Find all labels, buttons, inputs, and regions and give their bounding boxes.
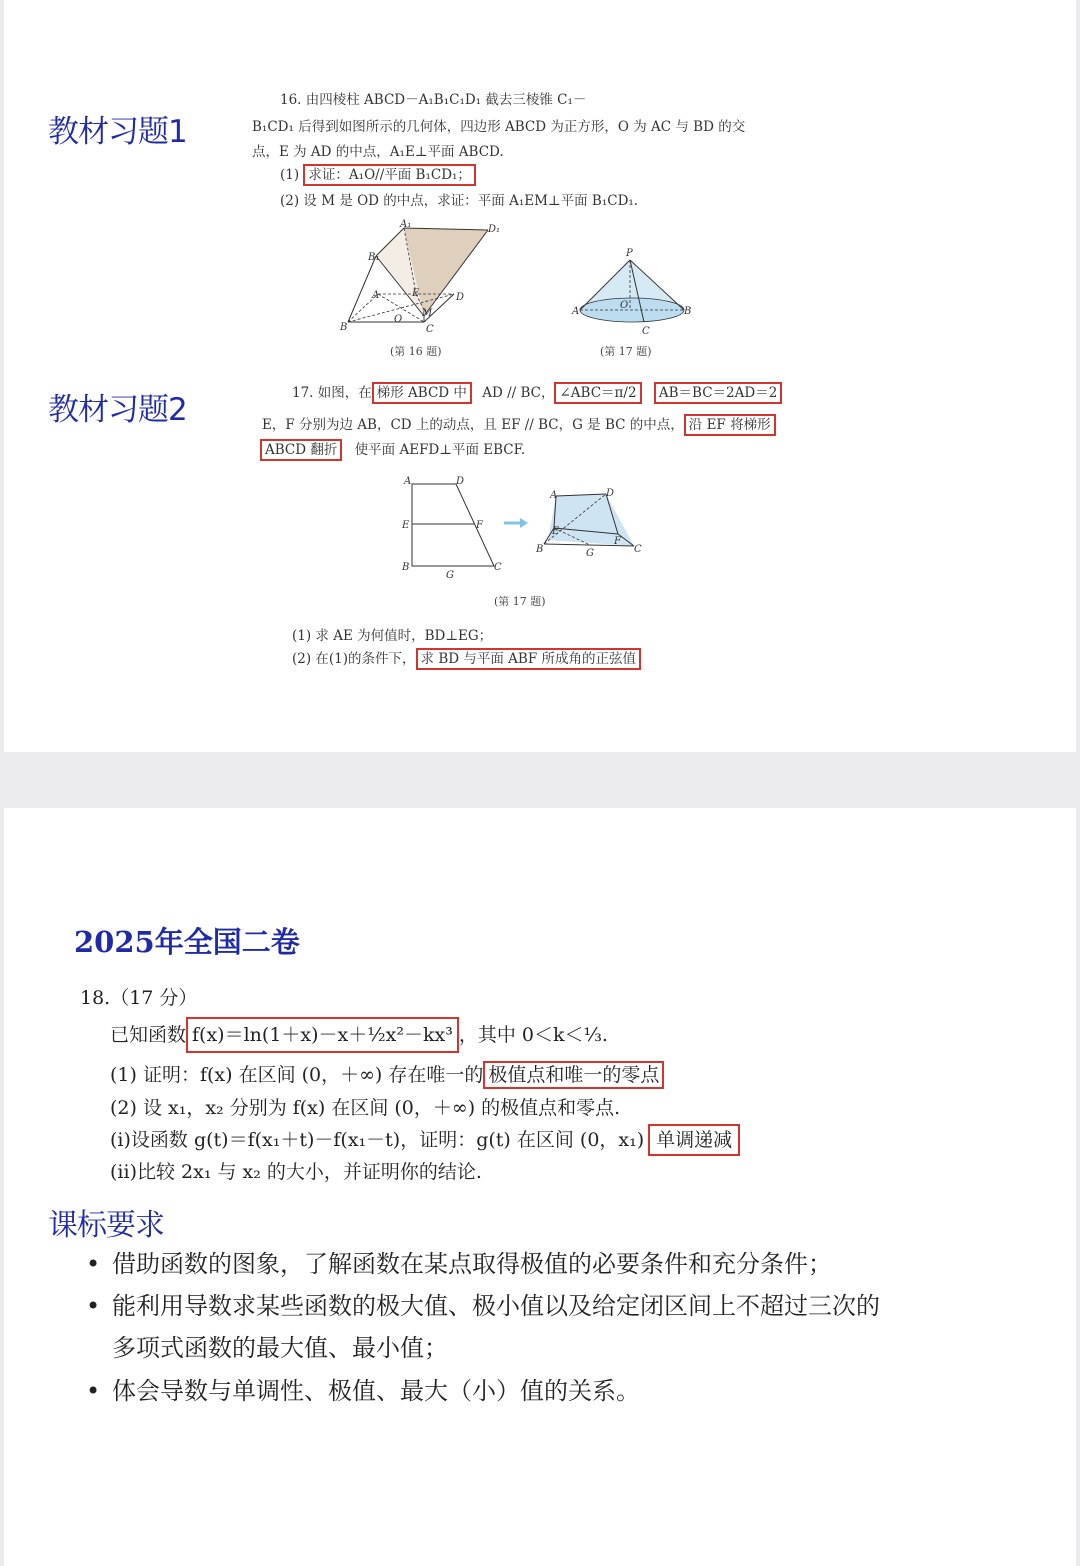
fig16-label: D₁ xyxy=(488,224,501,235)
p16-line1: 16. 由四棱柱 ABCD－A₁B₁C₁D₁ 截去三棱锥 C₁－ xyxy=(280,92,587,108)
fig16-label: D xyxy=(456,292,465,303)
fig17b-caption: (第 17 题) xyxy=(494,595,546,608)
p16-q1-label: (1) xyxy=(280,167,300,183)
p17-line1 xyxy=(292,381,782,401)
curriculum-heading: 课标要求 xyxy=(48,1208,164,1243)
bullet-mark: • xyxy=(86,1292,101,1320)
p16-line4 xyxy=(280,163,476,183)
p17-fold-highlight: 沿 EF 将梯形 xyxy=(684,414,776,436)
p17-line2-text: E，F 分别为边 AB，CD 上的动点，且 EF // BC，G 是 BC 的中点， xyxy=(262,417,684,433)
q18-line5: (ii)比较 2x₁ 与 x₂ 的大小，并证明你的结论. xyxy=(110,1161,482,1183)
p17-trapezoid-highlight: 梯形 ABCD 中 xyxy=(372,382,472,404)
q18-line2 xyxy=(110,1060,664,1087)
q18-l1-prefix: 已知函数 xyxy=(110,1024,187,1046)
figure-17-folded xyxy=(534,484,646,564)
q18-l4-text: (i)设函数 g(t)＝f(x₁＋t)－f(x₁－t)，证明：g(t) 在区间 (0，x₁) xyxy=(110,1129,645,1151)
p16-q1-highlight: 求证：A₁O//平面 B₁CD₁； xyxy=(303,164,476,186)
fig16-label: B₁ xyxy=(368,252,380,263)
fig17a-caption: (第 17 题) xyxy=(600,345,652,358)
fig16-label: B xyxy=(340,322,348,333)
figure-17-trapezoid xyxy=(398,472,508,584)
fig16-label: E xyxy=(412,288,420,299)
trap-label: B xyxy=(402,562,410,573)
trap-label: D xyxy=(456,476,465,487)
p17-q2-text: (2) 在(1)的条件下， xyxy=(292,651,416,667)
bullet-item xyxy=(86,1371,640,1406)
cone-label: O xyxy=(620,300,629,311)
p17-angle-highlight: ∠ABC＝π/2 xyxy=(554,382,641,404)
p17-q1: (1) 求 AE 为何值时，BD⊥EG； xyxy=(292,628,493,644)
p17-q2-highlight: 求 BD 与平面 ABF 所成角的正弦值 xyxy=(416,648,641,670)
q18-line4 xyxy=(110,1125,740,1152)
p17-line2 xyxy=(262,413,776,433)
p17-parallel: AD // BC， xyxy=(482,385,555,401)
bullet-mark: • xyxy=(86,1250,101,1278)
heading-textbook-1: 教材习题1 xyxy=(48,114,187,150)
fold-label: C xyxy=(634,544,642,555)
bullet-text: 体会导数与单调性、极值、最大（小）值的关系。 xyxy=(112,1377,640,1405)
slide-textbook-exercises xyxy=(4,0,1076,752)
trap-label: E xyxy=(402,520,410,531)
q18-l1-suffix: ，其中 0＜k＜⅓. xyxy=(458,1024,608,1046)
figure-17-cone xyxy=(570,244,694,340)
slide-exam-2025 xyxy=(4,808,1076,1566)
cone-label: C xyxy=(642,326,650,337)
q18-monotone-highlight: 单调递减 xyxy=(648,1124,740,1156)
fig16-label: C xyxy=(426,324,434,335)
arrow-icon xyxy=(502,516,530,530)
bullet-text: 能利用导数求某些函数的极大值、极小值以及给定闭区间上不超过三次的 xyxy=(112,1292,880,1320)
trap-label: C xyxy=(494,562,502,573)
fig16-caption: (第 16 题) xyxy=(390,345,442,358)
p17-line3 xyxy=(260,438,525,458)
cone-label: B xyxy=(684,306,692,317)
p17-fold2-highlight: ABCD 翻折 xyxy=(260,439,342,461)
bullet-text: 借助函数的图象，了解函数在某点取得极值的必要条件和充分条件； xyxy=(112,1250,832,1278)
cone-label: A xyxy=(572,306,580,317)
q18-line3: (2) 设 x₁，x₂ 分别为 f(x) 在区间 (0，＋∞) 的极值点和零点. xyxy=(110,1097,621,1119)
p16-line3: 点，E 为 AD 的中点，A₁E⊥平面 ABCD. xyxy=(252,144,504,160)
bullet-item xyxy=(86,1244,832,1279)
heading-textbook-2: 教材习题2 xyxy=(48,392,187,428)
q18-extremum-highlight: 极值点和唯一的零点 xyxy=(483,1061,664,1089)
bullet-item xyxy=(86,1286,880,1321)
fold-label: B xyxy=(536,544,544,555)
fig16-label: A₁ xyxy=(400,219,412,230)
figure-16-solid xyxy=(336,218,506,338)
exam-title: 2025年全国二卷 xyxy=(74,925,300,959)
bullet-continuation: 多项式函数的最大值、最小值； xyxy=(112,1334,448,1362)
p17-q2 xyxy=(292,647,641,667)
q18-line1 xyxy=(110,1020,608,1047)
q18-l2-text: (1) 证明：f(x) 在区间 (0，＋∞) 存在唯一的 xyxy=(110,1064,484,1086)
fold-label: E xyxy=(552,526,560,537)
trap-label: F xyxy=(476,520,483,531)
p17-intro: 17. 如图，在 xyxy=(292,385,372,401)
q18-function-highlight: f(x)＝ln(1＋x)－x＋½x²－kx³ xyxy=(186,1017,459,1053)
trap-label: G xyxy=(446,570,454,581)
q18-head: 18.（17 分） xyxy=(80,987,198,1009)
p16-line2: B₁CD₁ 后得到如图所示的几何体，四边形 ABCD 为正方形，O 为 AC 与 BD 的交 xyxy=(252,119,746,135)
p17-length-highlight: AB＝BC＝2AD＝2 xyxy=(654,382,782,404)
fig16-label: M xyxy=(422,308,433,319)
fold-label: A xyxy=(550,490,558,501)
fig16-label: O xyxy=(394,314,403,325)
fold-label: F xyxy=(614,536,621,547)
fold-label: D xyxy=(606,488,615,499)
p17-line3-text: 使平面 AEFD⊥平面 EBCF. xyxy=(354,442,526,458)
p16-line5: (2) 设 M 是 OD 的中点，求证：平面 A₁EM⊥平面 B₁CD₁. xyxy=(280,193,639,209)
cone-label: P xyxy=(626,248,633,259)
fig16-label: A xyxy=(372,290,380,301)
trap-label: A xyxy=(404,476,412,487)
fold-label: G xyxy=(586,548,594,559)
bullet-mark: • xyxy=(86,1377,101,1405)
